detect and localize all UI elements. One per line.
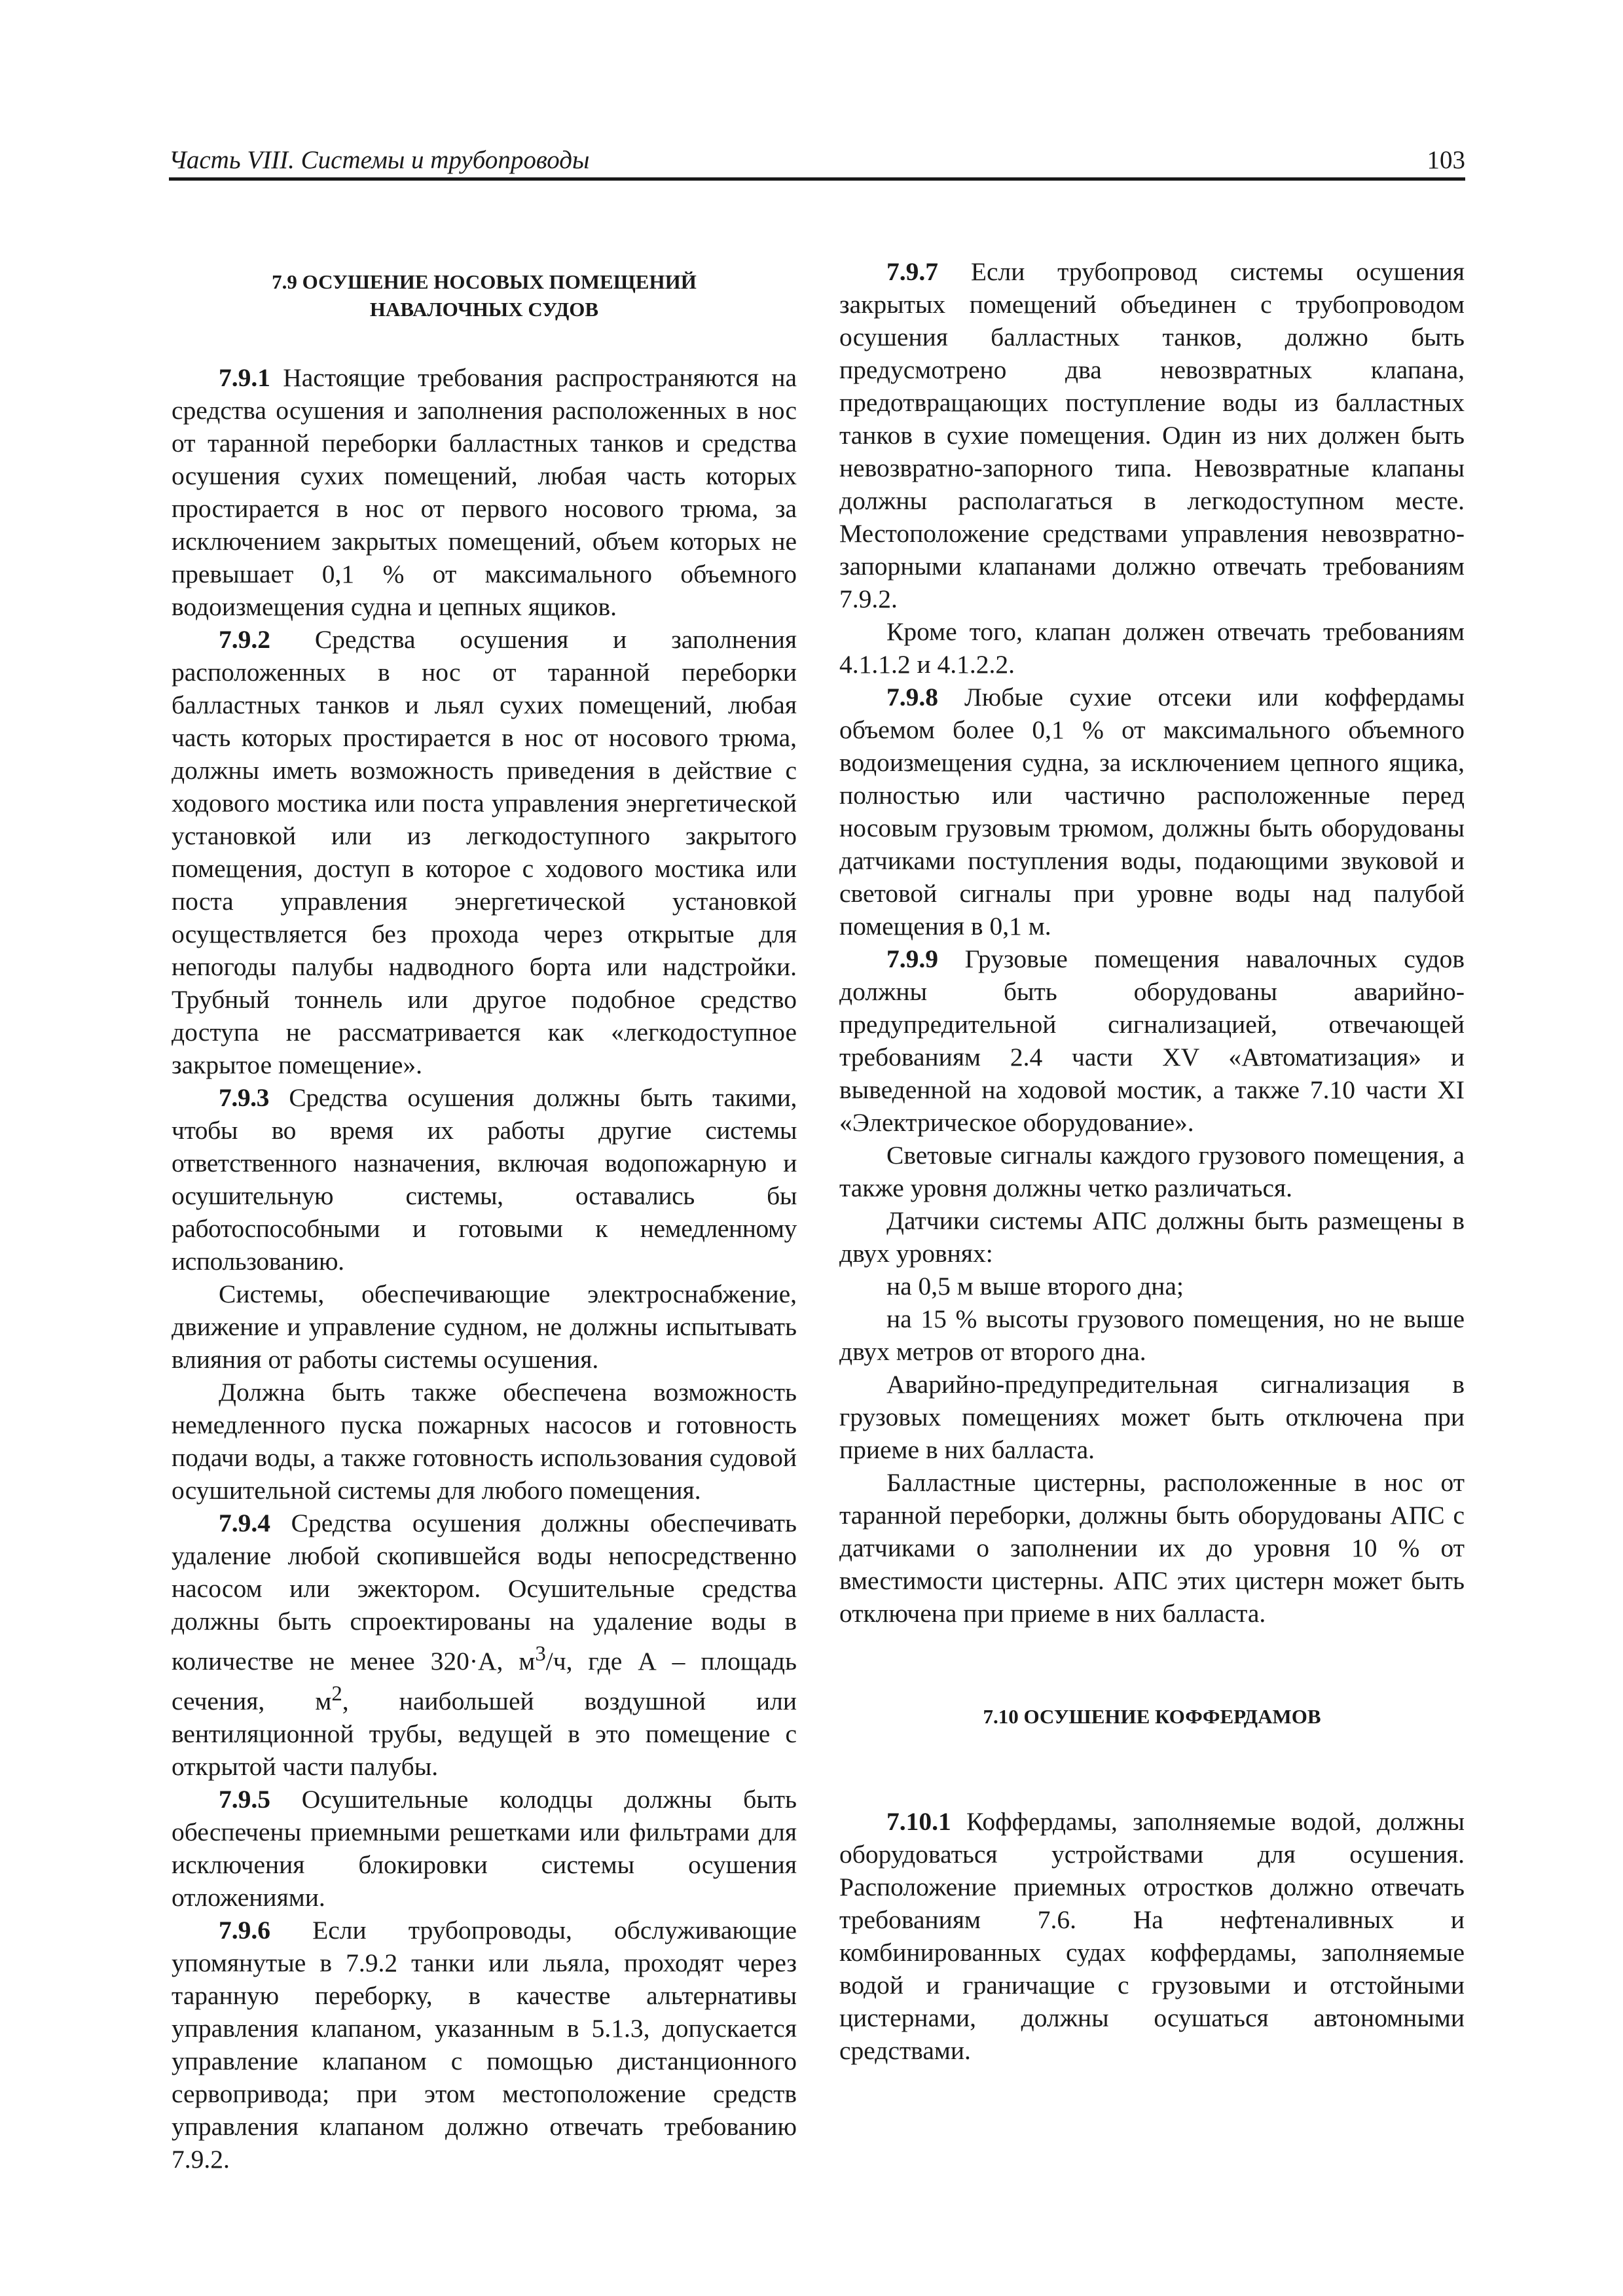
paragraph-7-9-7 — [839, 255, 1465, 615]
clause-number: 7.9.2 — [219, 625, 270, 654]
paragraph-7-9-8 — [839, 681, 1465, 942]
heading-line-2: НАВАЛОЧНЫХ СУДОВ — [369, 298, 599, 321]
superscript: 3 — [535, 1642, 546, 1666]
paragraph-7-9-9-c: Датчики системы АПС должны быть размещены в двух уровнях: — [839, 1206, 1465, 1268]
paragraph-text: /ч, где А – площадь сечения, м — [172, 1647, 797, 1716]
paragraph-text: Настоящие требования распространяются на средства осушения и заполнения расположенных в нос от таранной переборки балластных танков и средства осушения сухих помещений, любая часть которых простирается в нос от первого носового трюма, за исключением закрытых помещений, объем которых не превышает 0,1 % от максимального объемного водоизмещения судна и цепных ящиков. — [172, 363, 797, 621]
page-header — [169, 143, 1465, 181]
paragraph-7-9-3 — [172, 1081, 797, 1278]
section-7-10-heading: 7.10 ОСУШЕНИЕ КОФФЕРДАМОВ — [983, 1705, 1321, 1728]
clause-number: 7.9.4 — [219, 1509, 270, 1537]
clause-number: 7.9.7 — [886, 257, 938, 286]
paragraph-7-9-9-g: Балластные цистерны, расположенные в нос от таранной переборки, должны быть оборудованы АПС с датчиками о заполнении их до уровня 10 % от вместимости цистерны. АПС этих цистерн может быть отключена при приеме в них балласта. — [839, 1468, 1465, 1628]
paragraph-text: Средства осушения и заполнения расположенных в нос от таранной переборки балластных танков и льял сухих помещений, любая часть которых простирается в нос от носового трюма, должны иметь возможность приведения в действие с ходового мостика или поста управления энергетической установкой или из легкодоступного закрытого помещения, доступ в которое с ходового мостика или поста управления энергетической установкой осуществляется без прохода через открытые для непогоды палубы надводного борта или надстройки. Трубный тоннель или другое подобное средство доступа не рассматривается как «легкодоступное закрытое помещение». — [172, 625, 797, 1079]
clause-number: 7.9.8 — [886, 683, 938, 711]
paragraph-7-9-4 — [172, 1507, 797, 1783]
paragraph-7-9-9-b: Световые сигналы каждого грузового помещения, а также уровня должны четко различаться. — [839, 1141, 1465, 1202]
paragraph-text: , наибольшей воздушной или вентиляционной трубы, ведущей в это помещение с открытой части палубы. — [172, 1687, 797, 1782]
paragraph-7-9-3-c: Должна быть также обеспечена возможность немедленного пуска пожарных насосов и готовность подачи воды, а также готовность использования судовой осушительной системы для любого помещения. — [172, 1378, 797, 1505]
paragraph-7-10-1 — [839, 1805, 1465, 2067]
clause-number: 7.10.1 — [886, 1807, 951, 1836]
section-7-9-heading — [172, 268, 797, 323]
clause-number: 7.9.5 — [219, 1785, 270, 1814]
page-number: 103 — [1427, 146, 1465, 174]
paragraph-7-9-5 — [172, 1783, 797, 1914]
paragraph-text: Средства осушения должны обеспечивать удаление любой скопившейся воды непосредственно насосом или эжектором. Осушительные средства должны быть спроектированы на удаление воды в количестве не менее 320·А, м — [172, 1509, 797, 1676]
clause-number: 7.9.3 — [219, 1083, 270, 1112]
clause-number: 7.9.1 — [219, 363, 270, 392]
paragraph-7-9-9-f: Аварийно-предупредительная сигнализация в грузовых помещениях может быть отключена при приеме в них балласта. — [839, 1370, 1465, 1464]
paragraph-text: Если трубопроводы, обслуживающие упомянутые в 7.9.2 танки или льяла, проходят через таранную переборку, в качестве альтернативы управления клапаном, указанным в 5.1.3, допускается управление клапаном с помощью дистанционного сервопривода; при этом местоположение средств управления клапаном должно отвечать требованию 7.9.2. — [172, 1916, 797, 2174]
paragraph-7-9-2 — [172, 623, 797, 1081]
clause-number: 7.9.6 — [219, 1916, 270, 1945]
paragraph-7-9-1 — [172, 361, 797, 623]
paragraph-text: Любые сухие отсеки или коффердамы объемом более 0,1 % от максимального объемного водоизмещения судна, за исключением цепного ящика, полностью или частично расположенные перед носовым грузовым трюмом, должны быть оборудованы датчиками поступления воды, подающими звуковой и световой сигналы при уровне воды над палубой помещения в 0,1 м. — [839, 683, 1465, 941]
paragraph-7-9-9-d: на 0,5 м выше второго дна; — [886, 1272, 1184, 1300]
paragraph-7-9-6 — [172, 1914, 797, 2176]
superscript: 2 — [331, 1682, 342, 1706]
paragraph-7-9-9-e: на 15 % высоты грузового помещения, но не выше двух метров от второго дна. — [839, 1304, 1465, 1366]
left-column — [172, 255, 797, 2176]
paragraph-text: Грузовые помещения навалочных судов должны быть оборудованы аварийно-предупредительной сигнализацией, отвечающей требованиям 2.4 части XV «Автоматизация» и выведенной на ходовой мостик, а также 7.10 части XI «Электрическое оборудование». — [839, 944, 1465, 1137]
paragraph-text: Средства осушения должны быть такими, чтобы во время их работы другие системы ответственного назначения, включая водопожарную и осушительную системы, оставались бы работоспособными и готовыми к немедленному использованию. — [172, 1083, 797, 1276]
paragraph-7-9-9 — [839, 942, 1465, 1139]
paragraph-7-9-3-b: Системы, обеспечивающие электроснабжение, движение и управление судном, не должны испытывать влияния от работы системы осушения. — [172, 1280, 797, 1374]
running-title: Часть VIII. Системы и трубопроводы — [169, 146, 590, 174]
clause-number: 7.9.9 — [886, 944, 938, 973]
heading-line-1: 7.9 ОСУШЕНИЕ НОСОВЫХ ПОМЕЩЕНИЙ — [272, 270, 697, 293]
paragraph-text: Осушительные колодцы должны быть обеспечены приемными решетками или фильтрами для исключения блокировки системы осушения отложениями. — [172, 1785, 797, 1912]
paragraph-text: Коффердамы, заполняемые водой, должны оборудоваться устройствами для осушения. Расположение приемных отростков должно отвечать требованиям 7.6. На нефтеналивных и комбинированных судах коффердамы, заполняемые водой и граничащие с грузовыми и отстойными цистернами, должны осушаться автономными средствами. — [839, 1807, 1465, 2065]
paragraph-text: Если трубопровод системы осушения закрытых помещений объединен с трубопроводом осушения балластных танков, должно быть предусмотрено два невозвратных клапана, предотвращающих поступление воды из балластных танков в сухие помещения. Один из них должен быть невозвратно-запорного типа. Невозвратные клапаны должны располагаться в легкодоступном месте. Местоположение средствами управления невозвратно-запорными клапанами должно отвечать требованиям 7.9.2. — [839, 257, 1465, 613]
paragraph-7-9-7-b: Кроме того, клапан должен отвечать требованиям 4.1.1.2 и 4.1.2.2. — [839, 617, 1465, 679]
right-column — [839, 255, 1465, 2067]
